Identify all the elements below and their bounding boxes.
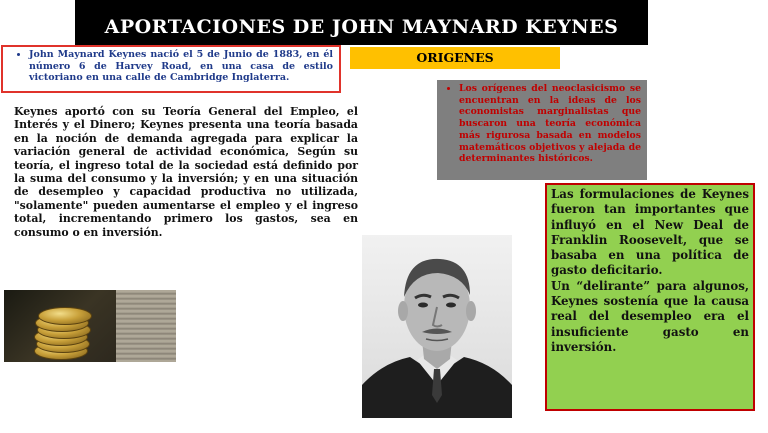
new-deal-box xyxy=(545,183,755,411)
birth-info-box xyxy=(1,45,341,93)
birth-info-text: • John Maynard Keynes nació el 5 de Junio de 1883, en él número 6 de Harvey Road, en una casa de estilo victoriano en una calle de Cambridge Inglaterra. xyxy=(29,49,333,84)
neoclassicism-text: • Los orígenes del neoclasicismo se encuentran en la ideas de los economistas marginalistas que buscaron una teoría económica más rigurosa basada en modelos matemáticos objetivos y alejada de determinantes históricos. xyxy=(459,83,641,165)
general-theory-text: Keynes aportó con su Teoría General del Empleo, el Interés y el Dinero; Keynes presenta una teoría basada en la noción de demanda agregada para explicar la variación general de actividad económica, Según su teoría, el ingreso total de la sociedad está definido por la suma del consumo y la inversión; y en una situación de desempleo y capacidad productiva no utilizada, "solamente" pueden aumentarse el empleo y el ingreso total, incrementando primero los gastos, sea en consumo o en inversión. xyxy=(14,105,358,239)
slide-title: APORTACIONES DE JOHN MAYNARD KEYNES xyxy=(75,0,648,45)
neoclassicism-box xyxy=(437,80,647,180)
portrait-drawing xyxy=(362,235,512,418)
general-theory-paragraph xyxy=(0,105,358,239)
coin xyxy=(38,307,92,325)
new-deal-text: Las formulaciones de Keynes fueron tan importantes que influyó en el New Deal de Franklin Roosevelt, que se basaba en una política de gasto deficitario. xyxy=(551,187,749,278)
coins-image xyxy=(4,290,176,362)
newspaper-background xyxy=(116,290,176,362)
unemployment-cause-text: Un “delirante” para algunos, Keynes sostenía que la causa real del desempleo era el insuficiente gasto en inversión. xyxy=(551,278,749,354)
keynes-portrait-image xyxy=(362,235,512,418)
origins-heading: ORIGENES xyxy=(350,47,560,69)
